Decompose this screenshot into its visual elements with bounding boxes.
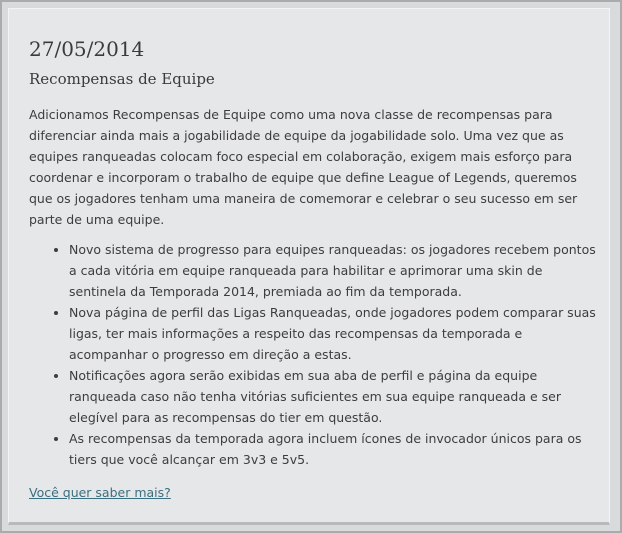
intro-paragraph: Adicionamos Recompensas de Equipe como uma nova classe de recompensas para diferenciar ainda mais a jogabilidade de equipe da jogabilidade solo. Uma vez que as equipes ranqueadas colocam foco especial em colaboração, exigem mais esforço para coordenar e incorporam o trabalho de equipe que define League of Legends, queremos que os jogadores tenham uma maneira de comemorar e celebrar o seu sucesso em ser parte de uma equipe.: [29, 107, 578, 227]
article-body: [29, 104, 603, 503]
feature-list-item: • Novo sistema de progresso para equipes ranqueadas: os jogadores recebem pontos a cada vitória em equipe ranqueada para habilitar e aprimorar uma skin de sentinela da Temporada 2014, premiada ao fim da temporada.: [69, 239, 603, 302]
article-title: Recompensas de Equipe: [29, 70, 215, 88]
learn-more-link[interactable]: Você quer saber mais?: [29, 485, 171, 500]
feature-list-item: • Notificações agora serão exibidas em sua aba de perfil e página da equipe ranqueada caso não tenha vitórias suficientes em sua equipe ranqueada e ser elegível para as recompensas do tier em questão.: [69, 365, 603, 428]
feature-list: [29, 239, 603, 470]
article-date: 27/05/2014: [29, 37, 145, 61]
feature-list-item: • Nova página de perfil das Ligas Ranqueadas, onde jogadores podem comparar suas ligas, ter mais informações a respeito das recompensas da temporada e acompanhar o progresso em direção a estas.: [69, 302, 603, 365]
feature-list-item: • As recompensas da temporada agora incluem ícones de invocador únicos para os tiers que você alcançar em 3v3 e 5v5.: [69, 428, 603, 470]
article-card: [8, 8, 610, 525]
